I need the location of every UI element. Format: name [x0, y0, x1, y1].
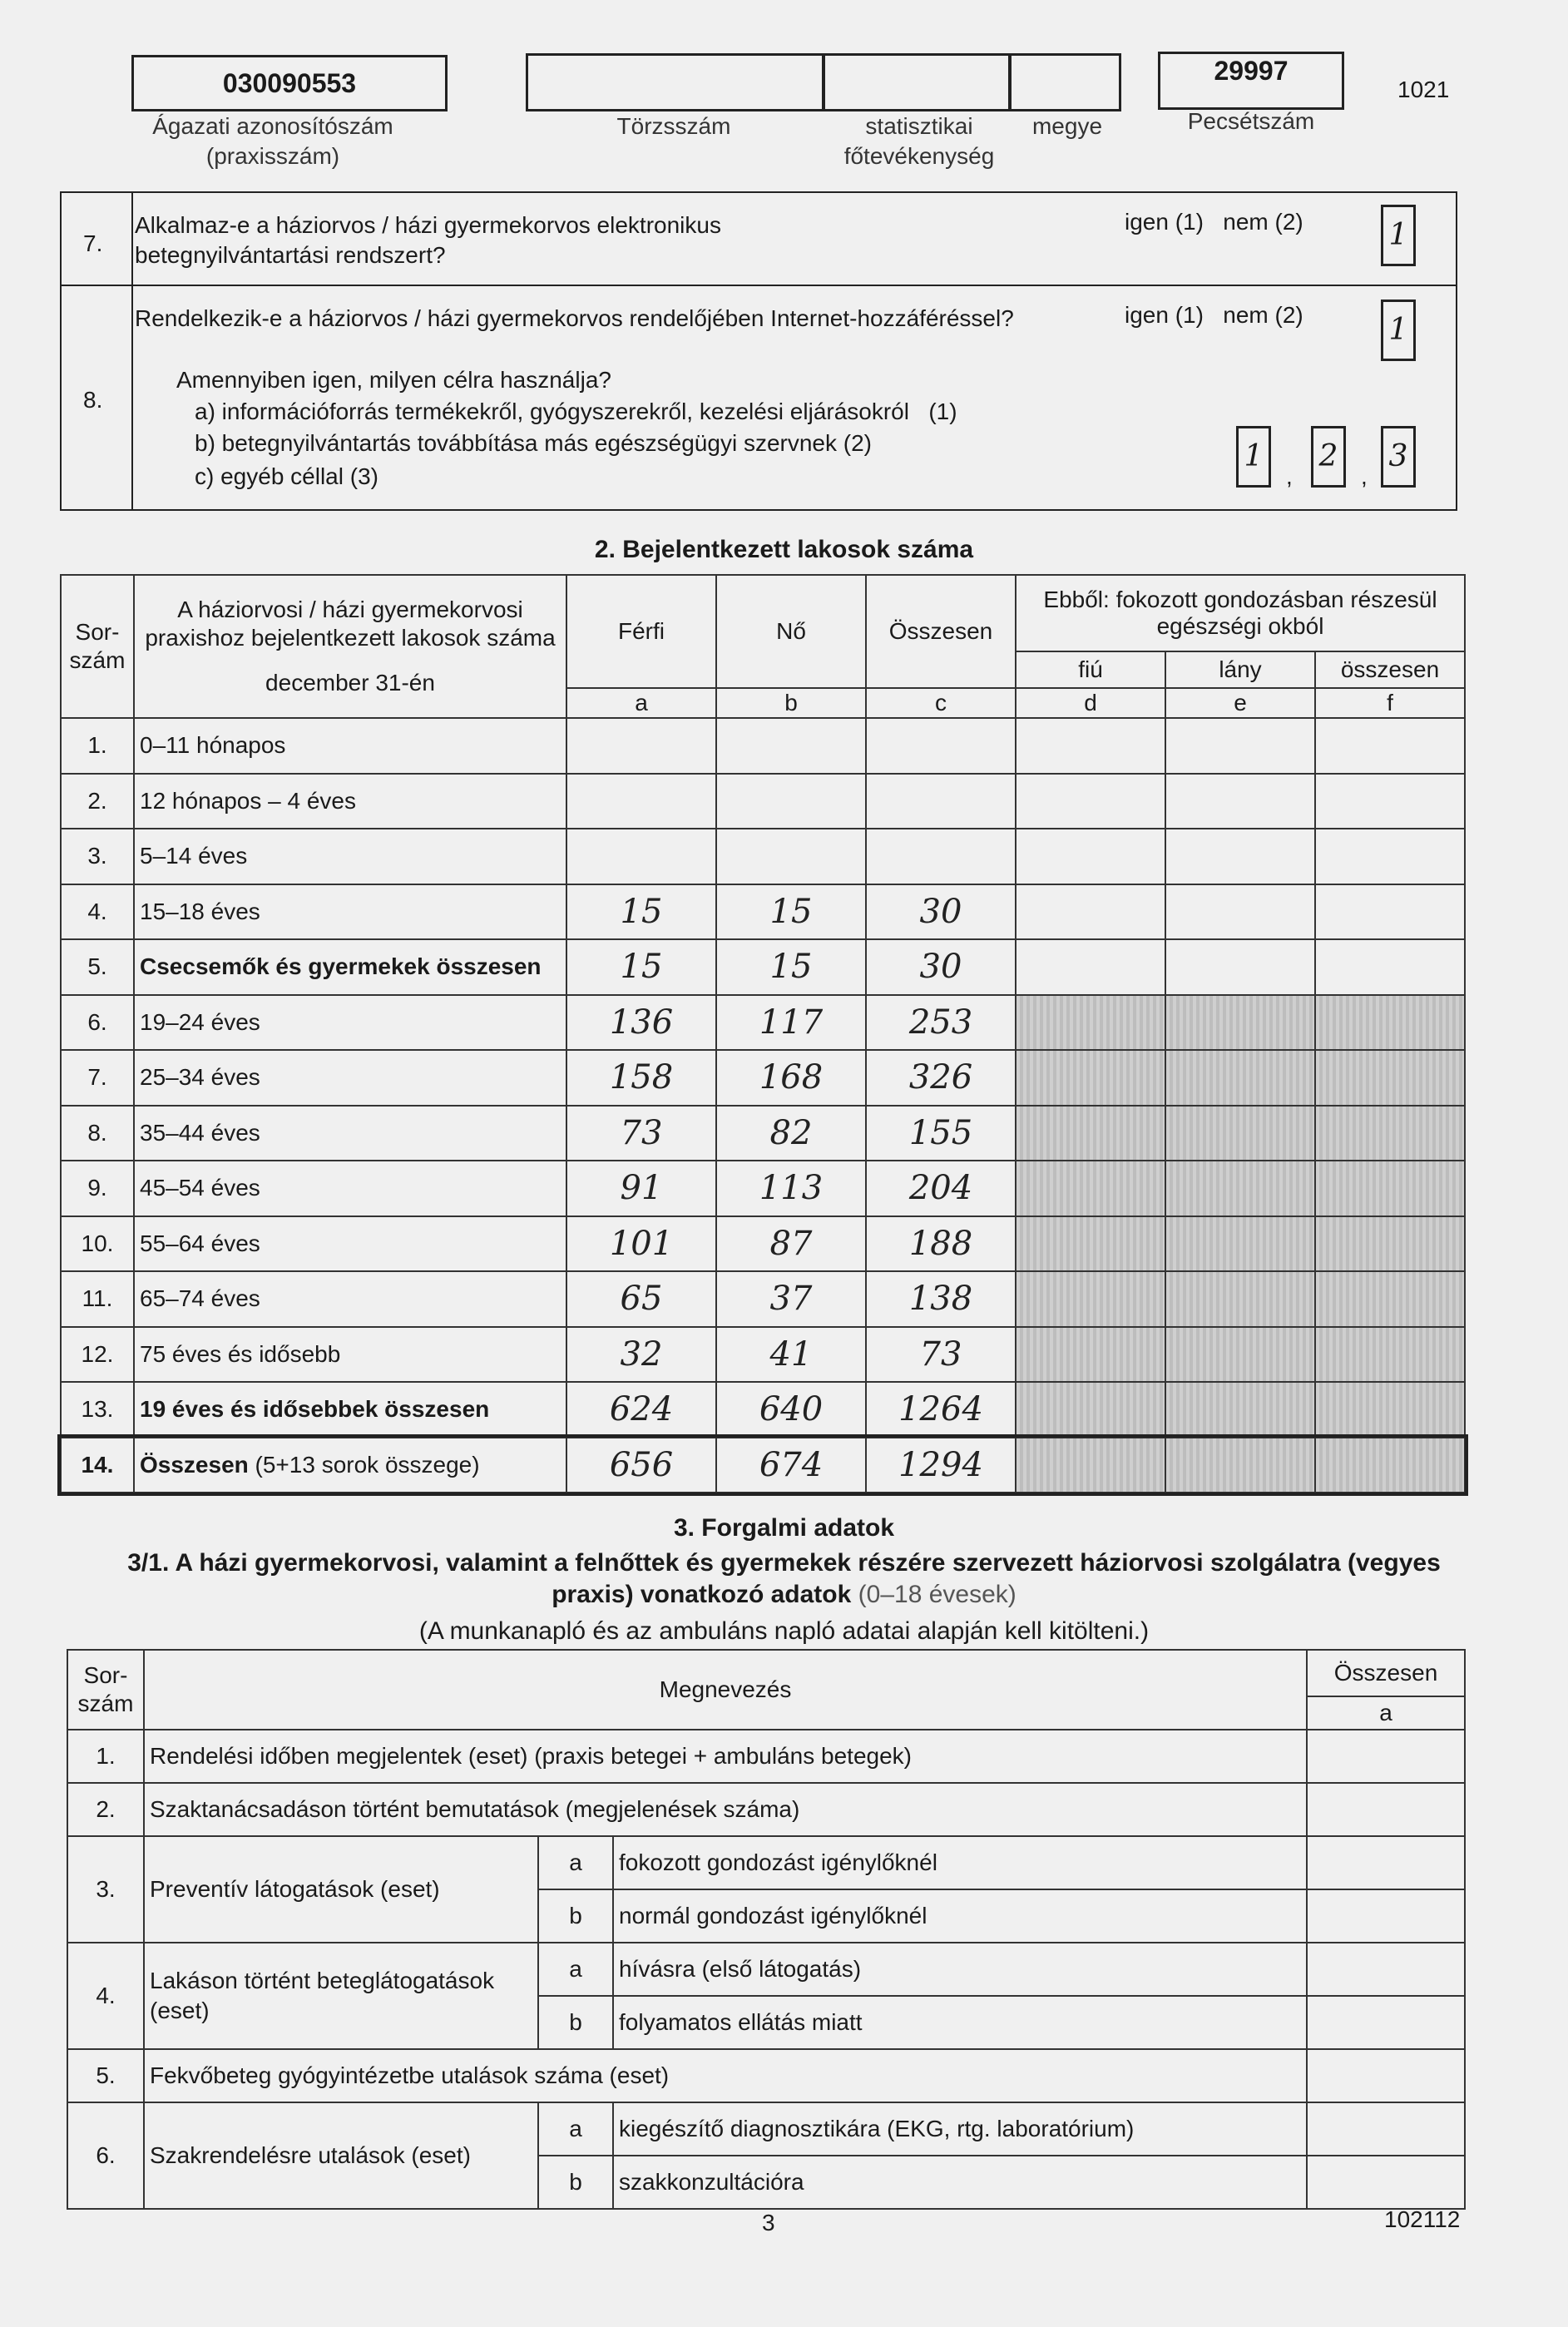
- col-letter-b: b: [716, 688, 866, 718]
- col-lany-header: lány: [1165, 651, 1315, 688]
- row-label-text: 12 hónapos – 4 éves: [140, 787, 356, 814]
- col-desc-line2: praxishoz bejelentkezett lakosok száma: [145, 625, 556, 651]
- value-cell-a[interactable]: 624: [566, 1382, 716, 1438]
- total-cell[interactable]: [1307, 1730, 1465, 1783]
- row-number: 1.: [67, 1730, 144, 1783]
- q8-sub-question: Amennyiben igen, milyen célra használja?: [176, 367, 611, 393]
- shaded-cell: [1315, 1271, 1465, 1327]
- row-number: 12.: [61, 1327, 134, 1383]
- value-cell-a[interactable]: 15: [566, 884, 716, 940]
- row-number: 9.: [61, 1161, 134, 1216]
- row-number: 3.: [67, 1836, 144, 1943]
- value-cell-c[interactable]: 30: [866, 884, 1016, 940]
- torzsszam-box: [526, 53, 825, 111]
- t3-col-letter: a: [1307, 1696, 1465, 1730]
- megye-label: megye: [1031, 113, 1103, 139]
- shaded-cell: [1016, 1106, 1165, 1161]
- total-cell[interactable]: [1307, 2049, 1465, 2102]
- col-ossz2-header: összesen: [1315, 651, 1465, 688]
- total-cell[interactable]: [1307, 1836, 1465, 1889]
- value-cell-b[interactable]: 37: [716, 1271, 866, 1327]
- value-cell-c[interactable]: 138: [866, 1271, 1016, 1327]
- sub-letter: a: [538, 1943, 613, 1996]
- value-cell-b[interactable]: 87: [716, 1216, 866, 1272]
- col-desc-line1: A háziorvosi / házi gyermekorvosi: [177, 597, 523, 622]
- sub-letter: a: [538, 2102, 613, 2156]
- row-label-suffix: (5+13 sorok összege): [248, 1451, 480, 1478]
- row-number: 3.: [61, 829, 134, 884]
- q7-text-1: Alkalmaz-e a háziorvos / házi gyermekorvos elektronikus: [135, 212, 721, 238]
- col-letter-c: c: [866, 688, 1016, 718]
- fotevekenyseg-box: [822, 53, 1012, 111]
- agazati-label: Ágazati azonosítószám: [152, 113, 393, 139]
- value-cell-d[interactable]: [1016, 939, 1165, 995]
- q8-sub-b: b) betegnyilvántartás továbbítása más egészségügyi szervnek (2): [195, 430, 872, 456]
- value-cell-b[interactable]: 117: [716, 995, 866, 1051]
- row-label: [134, 1438, 566, 1493]
- sub-label: hívásra (első látogatás): [613, 1943, 1307, 1996]
- agazati-box: [131, 55, 448, 111]
- row-number: 13.: [61, 1382, 134, 1438]
- torzsszam-label: Törzsszám: [616, 113, 731, 139]
- row-label: [134, 774, 566, 829]
- shaded-cell: [1016, 1438, 1165, 1493]
- shaded-cell: [1165, 1161, 1315, 1216]
- sub-label: fokozott gondozást igénylőknél: [613, 1836, 1307, 1889]
- shaded-cell: [1315, 1382, 1465, 1438]
- table-row: [61, 1161, 1465, 1216]
- col-ebbol-line2: egészségi okból: [1156, 613, 1324, 639]
- value-cell-c[interactable]: 188: [866, 1216, 1016, 1272]
- value-cell-a[interactable]: 91: [566, 1161, 716, 1216]
- table-row: [61, 774, 1465, 829]
- row-number: 2.: [61, 774, 134, 829]
- col-fiu-header: fiú: [1016, 651, 1165, 688]
- shaded-cell: [1016, 995, 1165, 1051]
- sub-label: folyamatos ellátás miatt: [613, 1996, 1307, 2049]
- section3-note: (A munkanapló és az ambuláns napló adatai alapján kell kitölteni.): [418, 1617, 1150, 1645]
- shaded-cell: [1016, 1271, 1165, 1327]
- col-letter-e: e: [1165, 688, 1315, 718]
- shaded-cell: [1165, 1271, 1315, 1327]
- shaded-cell: [1165, 1216, 1315, 1272]
- shaded-cell: [1315, 1216, 1465, 1272]
- value-cell-b[interactable]: [716, 829, 866, 884]
- row-label-text: 5–14 éves: [140, 843, 248, 869]
- value-cell-d[interactable]: [1016, 718, 1165, 774]
- fotevekenyseg-label: főtevékenység: [843, 143, 995, 169]
- value-cell-c[interactable]: [866, 718, 1016, 774]
- section3-subtitle-2-main: praxis) vonatkozó adatok: [552, 1581, 852, 1608]
- shaded-cell: [1165, 1050, 1315, 1106]
- value-cell-e[interactable]: [1165, 718, 1315, 774]
- table-row: [67, 1783, 1465, 1836]
- col-ferfi-header: Férfi: [566, 575, 716, 688]
- row-label: [134, 718, 566, 774]
- table-row: [61, 1106, 1465, 1161]
- table-row: [61, 1327, 1465, 1383]
- q8-purpose-box-3[interactable]: 3: [1381, 426, 1416, 488]
- value-cell-b[interactable]: 640: [716, 1382, 866, 1438]
- value-cell-a[interactable]: [566, 718, 716, 774]
- q8-text: Rendelkezik-e a háziorvos / házi gyermekorvos rendelőjében Internet-hozzáféréssel?: [135, 305, 1014, 331]
- total-cell[interactable]: [1307, 1943, 1465, 1996]
- sub-letter: b: [538, 1889, 613, 1943]
- row-number: 2.: [67, 1783, 144, 1836]
- q8-sub-c: c) egyéb céllal (3): [195, 463, 378, 489]
- page-number: 3: [762, 2210, 775, 2235]
- statisztikai-label: statisztikai: [865, 113, 973, 139]
- table-row: [61, 1382, 1465, 1438]
- row-label: Rendelési időben megjelentek (eset) (praxis betegei + ambuláns betegek): [144, 1730, 1307, 1783]
- value-cell-b[interactable]: 15: [716, 939, 866, 995]
- row-label: [134, 1050, 566, 1106]
- value-cell-f[interactable]: [1315, 884, 1465, 940]
- row-label-text: Összesen: [140, 1451, 249, 1478]
- table-row: [61, 1216, 1465, 1272]
- shaded-cell: [1016, 1050, 1165, 1106]
- pecset-value: 29997: [1214, 56, 1289, 86]
- row-number: 7.: [61, 1050, 134, 1106]
- shaded-cell: [1165, 1106, 1315, 1161]
- value-cell-d[interactable]: [1016, 884, 1165, 940]
- value-cell-a[interactable]: 15: [566, 939, 716, 995]
- col-desc-header: [134, 575, 566, 718]
- col-ebbol-header: [1016, 575, 1465, 651]
- value-cell-b[interactable]: 15: [716, 884, 866, 940]
- value-cell-c[interactable]: 155: [866, 1106, 1016, 1161]
- section3-subtitle-2: [0, 1581, 1568, 1609]
- col-ebbol-line1: Ebből: fokozott gondozásban részesül: [1043, 587, 1437, 612]
- value-cell-a[interactable]: 136: [566, 995, 716, 1051]
- row-number: 1.: [61, 718, 134, 774]
- value-cell-c[interactable]: 1264: [866, 1382, 1016, 1438]
- sub-label: kiegészítő diagnosztikára (EKG, rtg. laboratórium): [613, 2102, 1307, 2156]
- q7-options: igen (1) nem (2): [1125, 209, 1303, 235]
- value-cell-a[interactable]: 158: [566, 1050, 716, 1106]
- value-cell-c[interactable]: 73: [866, 1327, 1016, 1383]
- q8-number: 8.: [83, 387, 103, 413]
- value-cell-b[interactable]: [716, 774, 866, 829]
- row-label: [134, 1161, 566, 1216]
- row-label: Szaktanácsadáson történt bemutatások (megjelenések száma): [144, 1783, 1307, 1836]
- total-cell[interactable]: [1307, 2102, 1465, 2156]
- value-cell-a[interactable]: 101: [566, 1216, 716, 1272]
- shaded-cell: [1315, 1050, 1465, 1106]
- shaded-cell: [1165, 1382, 1315, 1438]
- row-label-text: 15–18 éves: [140, 898, 260, 924]
- value-cell-f[interactable]: [1315, 774, 1465, 829]
- value-cell-f[interactable]: [1315, 718, 1465, 774]
- shaded-cell: [1315, 1327, 1465, 1383]
- pecset-box: [1158, 52, 1344, 110]
- shaded-cell: [1315, 1438, 1465, 1493]
- value-cell-b[interactable]: 41: [716, 1327, 866, 1383]
- shaded-cell: [1315, 995, 1465, 1051]
- value-cell-c[interactable]: 1294: [866, 1438, 1016, 1493]
- value-cell-c[interactable]: [866, 829, 1016, 884]
- sub-label: normál gondozást igénylőknél: [613, 1889, 1307, 1943]
- q8-purpose-box-1[interactable]: 1: [1236, 426, 1271, 488]
- row-label: Fekvőbeteg gyógyintézetbe utalások száma (eset): [144, 2049, 1307, 2102]
- row-label-text: 45–54 éves: [140, 1175, 260, 1201]
- section3-title: 3. Forgalmi adatok: [673, 1514, 895, 1542]
- value-cell-b[interactable]: 113: [716, 1161, 866, 1216]
- value-cell-a[interactable]: 65: [566, 1271, 716, 1327]
- q8-options: igen (1) nem (2): [1125, 302, 1303, 328]
- value-cell-c[interactable]: 204: [866, 1161, 1016, 1216]
- value-cell-b[interactable]: 674: [716, 1438, 866, 1493]
- value-cell-a[interactable]: 73: [566, 1106, 716, 1161]
- row-label-text: 55–64 éves: [140, 1230, 260, 1256]
- table-row: [67, 1730, 1465, 1783]
- row-number: 6.: [61, 995, 134, 1051]
- row-number: 5.: [61, 939, 134, 995]
- row-label: [134, 1271, 566, 1327]
- t3-col-name: Megnevezés: [144, 1650, 1307, 1730]
- row-label-text: 25–34 éves: [140, 1064, 260, 1091]
- row-label-text: 19 éves és idősebbek összesen: [140, 1396, 490, 1423]
- q7-answer-box[interactable]: 1: [1381, 205, 1416, 266]
- row-label: [134, 995, 566, 1051]
- value-cell-c[interactable]: 253: [866, 995, 1016, 1051]
- value-cell-d[interactable]: [1016, 774, 1165, 829]
- total-cell[interactable]: [1307, 1889, 1465, 1943]
- table-row: [67, 2102, 1465, 2156]
- q7-text-2: betegnyilvántartási rendszert?: [135, 242, 446, 268]
- q8-purpose-box-2[interactable]: 2: [1311, 426, 1346, 488]
- t3-col-sor: Sor- szám: [67, 1650, 144, 1730]
- shaded-cell: [1315, 1106, 1465, 1161]
- value-cell-b[interactable]: 82: [716, 1106, 866, 1161]
- shaded-cell: [1016, 1327, 1165, 1383]
- table-row: [67, 2049, 1465, 2102]
- shaded-cell: [1016, 1161, 1165, 1216]
- shaded-cell: [1165, 1438, 1315, 1493]
- row-label-text: 35–44 éves: [140, 1119, 260, 1146]
- row-number: 10.: [61, 1216, 134, 1272]
- row-label: Lakáson történt beteglátogatások (eset): [144, 1943, 538, 2049]
- value-cell-f[interactable]: [1315, 939, 1465, 995]
- residents-table: [60, 574, 1466, 1493]
- value-cell-c[interactable]: [866, 774, 1016, 829]
- table-row: [67, 1836, 1465, 1889]
- q8-answer-box[interactable]: 1: [1381, 300, 1416, 361]
- value-cell-e[interactable]: [1165, 774, 1315, 829]
- section3-subtitle-1: 3/1. A házi gyermekorvosi, valamint a felnőttek és gyermekek részére szervezett háziorvosi szolgálatra (vegyes: [127, 1549, 1441, 1577]
- table-row: [67, 1943, 1465, 1996]
- row-number: 4.: [61, 884, 134, 940]
- table-row: [61, 1271, 1465, 1327]
- value-cell-b[interactable]: 168: [716, 1050, 866, 1106]
- row-label: [134, 1216, 566, 1272]
- row-number: 4.: [67, 1943, 144, 2049]
- q8-purpose-sep-2: ,: [1361, 463, 1368, 489]
- row-label-text: 75 éves és idősebb: [140, 1340, 341, 1367]
- shaded-cell: [1165, 995, 1315, 1051]
- section3-subtitle-2-suffix: (0–18 évesek): [851, 1581, 1016, 1608]
- total-cell[interactable]: [1307, 1996, 1465, 2049]
- row-label: [134, 1382, 566, 1438]
- col-letter-a: a: [566, 688, 716, 718]
- value-cell-a[interactable]: 32: [566, 1327, 716, 1383]
- row-number: 8.: [61, 1106, 134, 1161]
- table-row: [61, 718, 1465, 774]
- table-row: [61, 884, 1465, 940]
- value-cell-a[interactable]: [566, 829, 716, 884]
- table-row: [61, 939, 1465, 995]
- row-number: 14.: [61, 1438, 134, 1493]
- row-label-text: Csecsemők és gyermekek összesen: [140, 953, 542, 980]
- row-label-text: 65–74 éves: [140, 1285, 260, 1312]
- shaded-cell: [1016, 1216, 1165, 1272]
- footer-code: 102112: [1384, 2206, 1461, 2232]
- agazati-sub-label: (praxisszám): [205, 143, 340, 169]
- total-cell[interactable]: [1307, 2156, 1465, 2209]
- col-sor-header: Sor- szám: [61, 575, 134, 718]
- value-cell-f[interactable]: [1315, 829, 1465, 884]
- value-cell-a[interactable]: 656: [566, 1438, 716, 1493]
- row-label: [134, 1106, 566, 1161]
- row-label: [134, 1327, 566, 1383]
- q8-sub-a: a) információforrás termékekről, gyógyszerekről, kezelési eljárásokról (1): [195, 399, 957, 424]
- q7-number: 7.: [83, 230, 103, 256]
- t3-col-total: Összesen: [1307, 1650, 1465, 1696]
- row-label: Szakrendelésre utalások (eset): [144, 2102, 538, 2209]
- questions-divider-v: [131, 191, 133, 511]
- row-label: [134, 829, 566, 884]
- value-cell-c[interactable]: 30: [866, 939, 1016, 995]
- agazati-value: 030090553: [222, 68, 357, 98]
- row-number: 5.: [67, 2049, 144, 2102]
- value-cell-a[interactable]: [566, 774, 716, 829]
- row-number: 6.: [67, 2102, 144, 2209]
- col-desc-line3: december 31-én: [265, 670, 435, 696]
- section2-title: 2. Bejelentkezett lakosok száma: [594, 536, 974, 563]
- table-row: [61, 1050, 1465, 1106]
- table-row: [61, 995, 1465, 1051]
- row-label-text: 0–11 hónapos: [140, 732, 286, 759]
- row-number: 11.: [61, 1271, 134, 1327]
- questions-divider-h: [60, 285, 1457, 286]
- col-letter-f: f: [1315, 688, 1465, 718]
- table-row: [61, 1438, 1465, 1493]
- row-label: [134, 939, 566, 995]
- shaded-cell: [1315, 1161, 1465, 1216]
- row-label-text: 19–24 éves: [140, 1008, 260, 1035]
- form-code: 1021: [1397, 77, 1450, 102]
- traffic-table: [67, 1649, 1466, 2210]
- sub-letter: b: [538, 1996, 613, 2049]
- value-cell-e[interactable]: [1165, 884, 1315, 940]
- total-cell[interactable]: [1307, 1783, 1465, 1836]
- sub-letter: a: [538, 1836, 613, 1889]
- sub-label: szakkonzultációra: [613, 2156, 1307, 2209]
- value-cell-b[interactable]: [716, 718, 866, 774]
- col-letter-d: d: [1016, 688, 1165, 718]
- value-cell-e[interactable]: [1165, 939, 1315, 995]
- table-row: [61, 829, 1465, 884]
- q8-purpose-sep-1: ,: [1286, 463, 1293, 489]
- megye-box: [1008, 53, 1121, 111]
- shaded-cell: [1016, 1382, 1165, 1438]
- value-cell-e[interactable]: [1165, 829, 1315, 884]
- col-no-header: Nő: [716, 575, 866, 688]
- pecset-label: Pecsétszám: [1187, 108, 1315, 134]
- row-label: Preventív látogatások (eset): [144, 1836, 538, 1943]
- shaded-cell: [1165, 1327, 1315, 1383]
- row-label: [134, 884, 566, 940]
- sub-letter: b: [538, 2156, 613, 2209]
- col-osszesen-header: Összesen: [866, 575, 1016, 688]
- value-cell-d[interactable]: [1016, 829, 1165, 884]
- value-cell-c[interactable]: 326: [866, 1050, 1016, 1106]
